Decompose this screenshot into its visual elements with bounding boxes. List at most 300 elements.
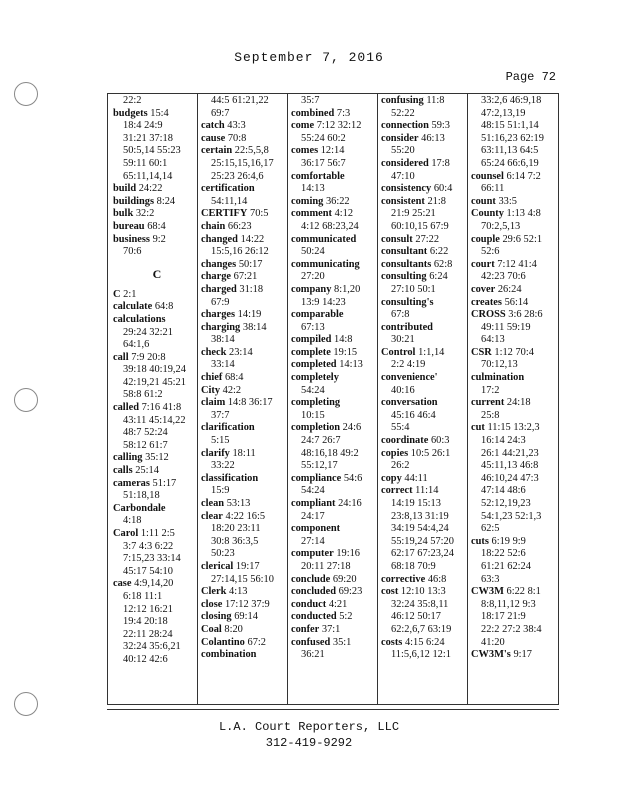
index-continuation: 45:11,13 46:8 [481, 460, 539, 472]
index-refs: 4:13 [229, 586, 248, 598]
index-term: changed [201, 233, 238, 245]
index-entry [381, 234, 469, 247]
index-term: CW3M's [471, 649, 511, 661]
index-term: comes [291, 145, 319, 157]
index-term: Coal [201, 623, 222, 635]
index-continuation: 45:17 54:10 [123, 565, 173, 577]
index-continuation: 25:23 26:4,6 [211, 170, 264, 182]
index-refs: 11:14 [415, 485, 439, 497]
index-refs: 33:5 [498, 195, 517, 207]
index-continuation: 64:1,6 [123, 339, 150, 351]
index-entry [201, 372, 289, 385]
index-term: CROSS [471, 309, 506, 321]
index-continuation: 55:12,17 [301, 460, 338, 472]
index-refs: 46:13 [421, 132, 445, 144]
index-term: coming [291, 195, 324, 207]
index-refs: 37:1 [321, 623, 341, 635]
index-continuation: 31:21 37:18 [123, 132, 173, 144]
index-refs: 29:6 52:1 [502, 233, 543, 245]
index-continuation: 43:11 45:14,22 [123, 414, 186, 426]
index-continuation: 14:19 15:13 [391, 498, 441, 509]
index-entry [381, 183, 469, 196]
index-term: correct [381, 485, 413, 497]
index-entry [113, 465, 201, 478]
index-refs: 7:9 20:8 [131, 351, 166, 363]
index-continuation: 24:17 [301, 510, 325, 522]
index-entry [381, 397, 469, 410]
index-refs: 42:2 [222, 384, 242, 396]
index-continuation: 70:12,13 [481, 359, 518, 371]
index-continuation: 18:17 21:9 [481, 611, 526, 623]
index-continuation: 27:10 50:1 [391, 283, 436, 295]
index-entry [381, 448, 469, 461]
index-term: clean [201, 498, 225, 509]
index-entry [381, 95, 469, 108]
index-continuation: 64:13 [481, 334, 505, 346]
index-refs: 69:14 [234, 611, 258, 623]
index-term: case [113, 578, 132, 590]
index-refs: 38:14 [242, 321, 267, 333]
index-continuation: 17:2 [481, 384, 500, 396]
index-refs: 3:6 28:6 [508, 309, 543, 321]
index-term: charged [201, 283, 237, 295]
index-entry [471, 422, 559, 435]
index-entry [201, 284, 289, 297]
index-continuation: 55:24 60:2 [301, 132, 346, 144]
index-refs: 7:12 41:4 [497, 258, 537, 270]
index-continuation: 68:18 70:9 [391, 560, 436, 572]
index-refs: 67:21 [233, 271, 258, 283]
index-term: count [471, 195, 496, 207]
index-refs: 9:17 [513, 649, 532, 661]
index-entry [381, 435, 469, 448]
index-refs: 8:1,20 [334, 283, 361, 295]
index-refs: 22:5,5,8 [234, 145, 269, 157]
index-term: CSR [471, 346, 492, 358]
index-refs: 9:2 [152, 233, 166, 245]
index-entry [113, 108, 201, 121]
index-entry [113, 183, 201, 196]
footer-company: L.A. Court Reporters, LLC [218, 720, 400, 734]
index-entry [201, 133, 289, 146]
index-term: catch [201, 120, 225, 132]
index-term: calculations [113, 313, 166, 325]
index-refs: 70:5 [250, 208, 269, 220]
index-continuation: 46:12 50:17 [391, 611, 441, 623]
index-continuation: 6:18 11:1 [123, 590, 163, 602]
index-term: build [113, 183, 137, 195]
index-entry [471, 284, 559, 297]
index-entry [113, 478, 201, 491]
index-continuation: 15:9 [211, 485, 230, 497]
index-term: calculate [113, 301, 153, 313]
index-entry [113, 578, 201, 591]
index-continuation: 3:7 4:3 6:22 [123, 540, 174, 552]
index-continuation: 32:24 35:6,21 [123, 641, 181, 653]
index-entry [291, 523, 379, 536]
index-entry [381, 246, 469, 259]
index-refs: 54:6 [343, 472, 363, 484]
index-term: closing [201, 611, 232, 623]
index-term: confer [291, 623, 320, 635]
index-term: close [201, 598, 223, 610]
index-term: clear [201, 510, 223, 522]
index-refs: 68:4 [224, 372, 244, 384]
index-continuation: 42:19,21 45:21 [123, 376, 186, 388]
index-continuation: 70:6 [123, 246, 142, 258]
index-refs: 44:11 [404, 472, 428, 484]
index-term: current [471, 397, 505, 409]
index-entry [291, 309, 379, 322]
index-continuation: 51:18,18 [123, 490, 160, 502]
index-refs: 4:12 [334, 208, 354, 220]
index-continuation: 50:5,14 55:23 [123, 145, 181, 157]
index-entry [113, 301, 201, 314]
index-entry [381, 196, 469, 209]
index-continuation: 55:19,24 57:20 [391, 535, 454, 547]
index-term: C [113, 288, 121, 300]
punch-hole-top [14, 82, 38, 106]
index-entry [201, 599, 289, 612]
index-continuation: 26:1 44:21,23 [481, 447, 539, 459]
index-entry [113, 503, 201, 516]
index-continuation: 47:2,13,19 [481, 107, 526, 119]
index-continuation: 42:23 70:6 [481, 271, 526, 283]
index-continuation: 16:14 24:3 [481, 435, 526, 447]
index-term: copy [381, 472, 402, 484]
index-entry [201, 208, 289, 221]
index-entry [381, 259, 469, 272]
index-continuation: 27:20 [301, 271, 325, 283]
index-entry [291, 234, 379, 247]
index-term: connection [381, 120, 429, 132]
index-term: bureau [113, 220, 145, 232]
index-refs: 60:4 [433, 183, 453, 195]
index-entry [381, 322, 469, 335]
index-entry [201, 448, 289, 461]
index-continuation: 46:10,24 47:3 [481, 472, 539, 484]
index-term: counsel [471, 170, 504, 182]
index-term: culmination [471, 372, 525, 384]
index-entry [291, 259, 379, 272]
index-continuation: 61:21 62:24 [481, 560, 531, 572]
index-continuation: 67:8 [391, 309, 410, 321]
index-refs: 4:21 [328, 598, 348, 610]
index-term: claim [201, 397, 226, 409]
index-term: combination [201, 649, 257, 661]
index-entry [201, 271, 289, 284]
index-entry [201, 624, 289, 637]
index-term: certification [201, 183, 255, 195]
index-continuation: 18:20 23:11 [211, 523, 261, 535]
index-continuation: 33:14 [211, 359, 235, 371]
section-letter: C [152, 266, 162, 281]
index-entry [471, 297, 559, 310]
index-entry [291, 120, 379, 133]
index-term: costs [381, 636, 403, 648]
index-term: consulting's [381, 296, 434, 308]
index-term: conclude [291, 573, 331, 585]
index-refs: 7:12 32:12 [316, 120, 362, 132]
index-entry [201, 561, 289, 574]
index-refs: 14:8 36:17 [227, 397, 273, 409]
index-term: consistency [381, 183, 432, 195]
index-term: copies [381, 447, 409, 459]
index-term: charge [201, 271, 232, 283]
index-continuation: 50:23 [211, 548, 235, 560]
index-term: called [113, 402, 139, 414]
index-term: business [113, 233, 150, 245]
index-continuation: 14:13 [301, 183, 325, 195]
index-continuation: 27:14 [301, 535, 325, 547]
index-refs: 67:2 [247, 636, 266, 648]
index-entry [381, 158, 469, 171]
index-entry [113, 402, 201, 415]
index-term: conducted [291, 611, 337, 623]
index-continuation: 40:12 42:6 [123, 653, 168, 665]
index-entry [471, 259, 559, 272]
index-term: completion [291, 422, 341, 434]
index-term: charges [201, 309, 236, 321]
index-term: check [201, 346, 227, 358]
index-continuation: 65:11,14,14 [123, 170, 173, 182]
index-continuation: 48:7 52:24 [123, 427, 168, 439]
index-term: CW3M [471, 586, 504, 598]
index-entry [291, 586, 379, 599]
index-term: coordinate [381, 435, 429, 447]
index-continuation: 48:15 51:1,14 [481, 120, 539, 132]
index-continuation: 5:15 [211, 435, 230, 447]
index-term: consultants [381, 258, 432, 270]
index-continuation: 52:12,19,23 [481, 498, 531, 509]
index-refs: 46:8 [427, 573, 447, 585]
index-refs: 43:3 [227, 120, 246, 132]
index-continuation: 35:7 [301, 95, 320, 106]
index-continuation: 62:2,6,7 63:19 [391, 623, 452, 635]
index-continuation: 29:24 32:21 [123, 326, 173, 338]
index-refs: 6:22 8:1 [506, 586, 541, 598]
index-continuation: 54:24 [301, 485, 325, 497]
index-refs: 26:24 [497, 283, 522, 295]
index-term: communicating [291, 258, 360, 270]
index-entry [113, 452, 201, 465]
index-refs: 6:22 [429, 246, 449, 258]
index-continuation: 36:21 [301, 649, 325, 661]
index-refs: 10:5 26:1 [410, 447, 451, 459]
index-continuation: 12:12 16:21 [123, 603, 173, 615]
index-refs: 69:20 [332, 573, 357, 585]
index-continuation: 38:14 [211, 334, 235, 346]
index-continuation: 62:5 [481, 523, 500, 535]
index-entry [381, 586, 469, 599]
index-continuation: 62:17 67:23,24 [391, 548, 454, 560]
index-entry [113, 196, 201, 209]
index-entry [201, 309, 289, 322]
index-term: certain [201, 145, 233, 157]
index-continuation: 65:24 66:6,19 [481, 157, 539, 169]
index-entry [291, 473, 379, 486]
index-refs: 18:11 [232, 447, 256, 459]
index-entry [201, 649, 289, 662]
index-continuation: 67:9 [211, 296, 230, 308]
index-refs: 1:1,14 [418, 346, 445, 358]
index-entry [291, 611, 379, 624]
index-refs: 24:16 [338, 498, 362, 509]
index-term: Clerk [201, 586, 227, 598]
index-term: completely [291, 372, 339, 384]
index-refs: 35:12 [145, 452, 169, 464]
index-term: conduct [291, 598, 327, 610]
index-entry [113, 221, 201, 234]
index-term: County [471, 208, 504, 220]
index-refs: 51:17 [152, 477, 177, 489]
index-entry [381, 485, 469, 498]
index-continuation: 63:11,13 64:5 [481, 145, 539, 157]
index-column-3 [291, 95, 379, 701]
index-refs: 24:6 [342, 422, 362, 434]
index-entry [291, 334, 379, 347]
index-entry [291, 422, 379, 435]
index-entry [471, 196, 559, 209]
index-term: comparable [291, 309, 344, 321]
index-entry [471, 309, 559, 322]
index-refs: 6:14 7:2 [506, 170, 541, 182]
index-continuation: 20:11 27:18 [301, 560, 351, 572]
index-entry [291, 108, 379, 121]
index-entry [381, 133, 469, 146]
index-continuation: 19:4 20:18 [123, 616, 168, 628]
index-refs: 50:17 [238, 258, 263, 270]
index-continuation: 66:11 [481, 183, 505, 195]
index-continuation: 30:21 [391, 334, 415, 346]
index-continuation: 25:15,15,16,17 [211, 157, 274, 169]
index-entry [291, 359, 379, 372]
index-refs: 7:3 [336, 107, 351, 119]
index-entry [471, 171, 559, 184]
index-column-5 [471, 95, 559, 701]
index-entry [201, 183, 289, 196]
index-term: cameras [113, 477, 150, 489]
index-continuation: 44:5 61:21,22 [211, 95, 269, 106]
index-entry [291, 574, 379, 587]
index-continuation: 70:2,5,13 [481, 220, 521, 232]
index-entry [201, 511, 289, 524]
index-refs: 6:24 [429, 271, 448, 283]
index-refs: 32:2 [135, 208, 155, 220]
index-term: couple [471, 233, 500, 245]
index-continuation: 55:4 [391, 422, 410, 434]
index-entry [201, 145, 289, 158]
index-refs: 1:13 4:8 [506, 208, 541, 220]
index-continuation: 37:7 [211, 409, 230, 421]
index-term: calls [113, 465, 133, 477]
index-continuation: 13:9 14:23 [301, 296, 346, 308]
index-continuation: 51:16,23 62:19 [481, 132, 544, 144]
index-entry [113, 289, 201, 302]
index-refs: 6:19 9:9 [491, 535, 526, 547]
index-term: company [291, 283, 332, 295]
index-term: bulk [113, 208, 134, 220]
index-continuation: 58:8 61:2 [123, 389, 163, 401]
index-entry [201, 120, 289, 133]
index-continuation: 27:14,15 56:10 [211, 573, 274, 585]
index-continuation: 26:2 [391, 460, 410, 472]
index-continuation: 48:16,18 49:2 [301, 447, 359, 459]
index-term: cuts [471, 535, 489, 547]
index-refs: 62:8 [433, 258, 453, 270]
index-entry [291, 599, 379, 612]
index-refs: 15:4 [150, 107, 169, 119]
index-refs: 17:12 37:9 [224, 598, 270, 610]
index-term: charging [201, 321, 241, 333]
index-continuation: 30:8 36:3,5 [211, 535, 259, 547]
index-term: City [201, 384, 221, 396]
index-continuation: 69:7 [211, 107, 230, 119]
index-entry [471, 536, 559, 549]
index-term: classification [201, 472, 259, 484]
index-entry [201, 385, 289, 398]
index-continuation: 54:24 [301, 384, 325, 396]
index-refs: 60:3 [430, 435, 450, 447]
index-refs: 53:13 [226, 498, 251, 509]
index-term: confusing [381, 95, 424, 106]
index-term: consistent [381, 195, 425, 207]
index-entry [201, 221, 289, 234]
index-continuation: 50:24 [301, 246, 325, 258]
index-term: contributed [381, 321, 433, 333]
index-term: convenience' [381, 372, 438, 384]
index-entry [381, 473, 469, 486]
index-entry [201, 422, 289, 435]
index-refs: 27:22 [415, 233, 440, 245]
index-term: completed [291, 359, 337, 371]
index-continuation: 58:12 61:7 [123, 439, 168, 451]
index-refs: 64:8 [154, 301, 174, 313]
index-continuation: 7:15,23 33:14 [123, 553, 181, 565]
index-refs: 24:22 [138, 183, 163, 195]
index-refs: 14:13 [339, 359, 363, 371]
index-entry [381, 297, 469, 310]
index-entry [291, 372, 379, 385]
index-refs: 1:12 70:4 [494, 346, 534, 358]
index-term: buildings [113, 195, 155, 207]
index-column-4 [381, 95, 469, 701]
index-entry [291, 284, 379, 297]
index-term: chief [201, 372, 223, 384]
index-continuation: 21:9 25:21 [391, 208, 436, 220]
index-term: complete [291, 346, 331, 358]
index-refs: 12:14 [320, 145, 345, 157]
index-refs: 12:10 13:3 [400, 586, 446, 598]
index-continuation: 18:22 52:6 [481, 548, 526, 560]
index-entry [113, 208, 201, 221]
index-term: comfortable [291, 170, 345, 182]
index-continuation: 55:20 [391, 145, 415, 157]
index-term: Carol [113, 528, 139, 539]
index-entry [201, 322, 289, 335]
index-term: cover [471, 283, 496, 295]
index-refs: 11:8 [426, 95, 445, 106]
index-entry [471, 649, 559, 662]
punch-hole-middle [14, 388, 38, 412]
index-refs: 66:23 [227, 220, 252, 232]
index-refs: 25:14 [135, 465, 159, 477]
index-entry [381, 271, 469, 284]
index-continuation: 45:16 46:4 [391, 409, 436, 421]
index-continuation: 18:4 24:9 [123, 120, 163, 132]
index-entry [381, 120, 469, 133]
index-entry [471, 208, 559, 221]
